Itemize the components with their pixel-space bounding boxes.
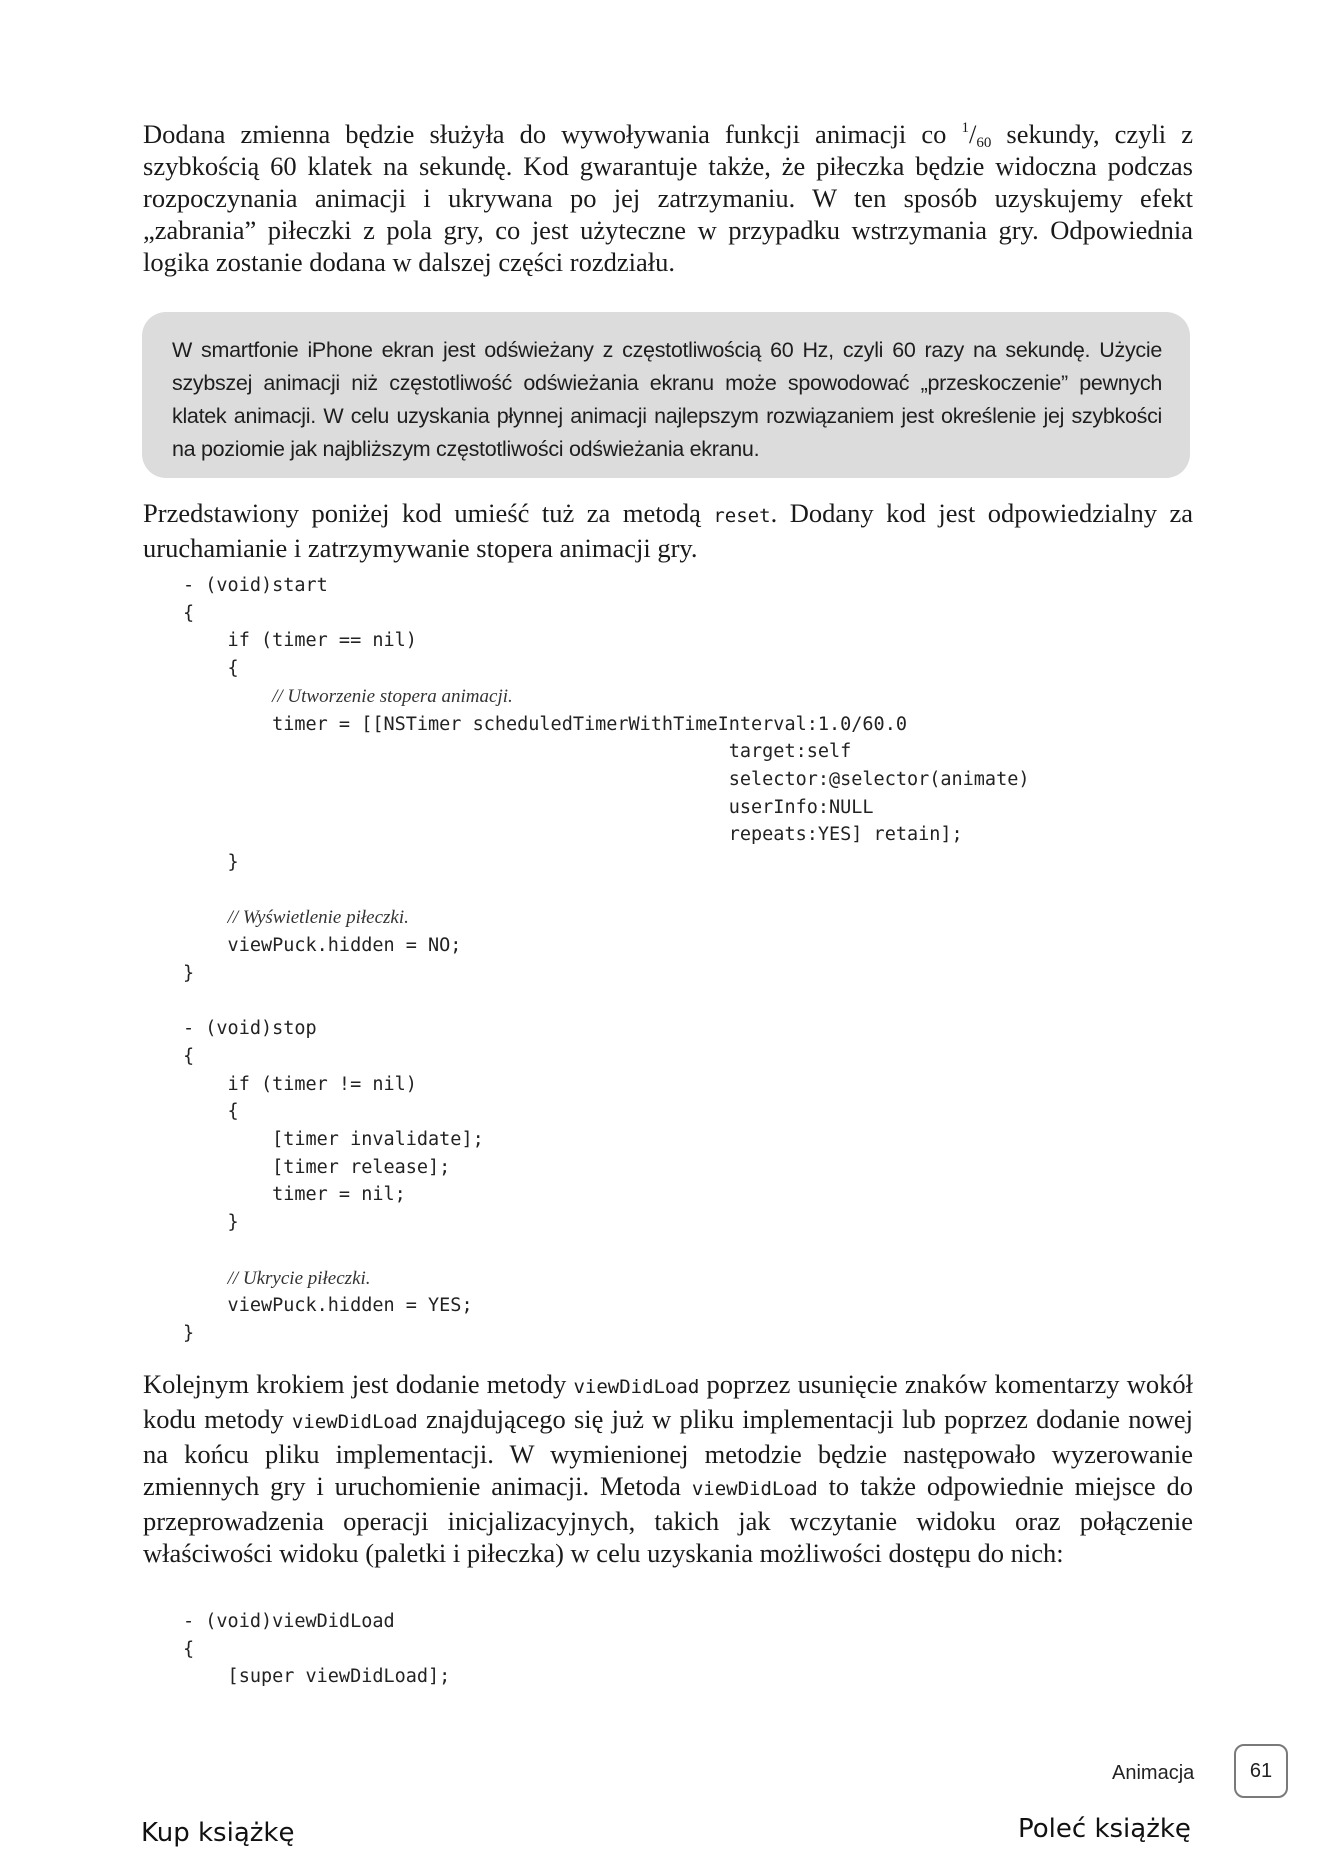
code-line: timer = [[NSTimer scheduledTimerWithTimeInterval:1.0/60.0: [183, 713, 907, 735]
code-line: viewPuck.hidden = YES;: [183, 1295, 473, 1317]
code-line: {: [183, 658, 239, 680]
code-line: if (timer == nil): [183, 630, 417, 652]
code-line: if (timer != nil): [183, 1073, 417, 1095]
buy-book-link[interactable]: Kup książkę: [141, 1818, 295, 1848]
note-box: [142, 312, 1190, 478]
paragraph-text: sekundy, czyli z szybkością 60 klatek na sekundę. Kod gwarantuje także, że piłeczka będzie widoczna podczas rozpoczynania animacji i ukrywana po jej zatrzymaniu. W ten sposób uzyskujemy efekt „zabrania” piłeczki z pola gry, co jest użyteczne w przypadku wstrzymania gry. Odpowiednia logika zostanie dodana w dalszej części rozdziału.: [143, 119, 1193, 277]
page-number-box: [1234, 1744, 1288, 1798]
code-line: - (void)stop: [183, 1018, 317, 1040]
paragraph-viewdidload: [143, 1368, 1193, 1569]
code-comment: // Ukrycie piłeczki.: [227, 1267, 371, 1289]
code-line: {: [183, 1101, 239, 1123]
code-line: selector:@selector(animate): [183, 768, 1030, 790]
code-line: [super viewDidLoad];: [183, 1666, 451, 1688]
paragraph-code-placement: [143, 497, 1193, 564]
code-comment: // Wyświetlenie piłeczki.: [227, 907, 409, 929]
paragraph-text: znajdującego się już w pliku implementacji lub poprzez dodanie nowej na końcu pliku implementacji. W wymienionej metodzie będzie następowało wyzerowanie zmiennych gry i uruchomienie animacji. Metoda: [143, 1404, 1193, 1501]
code-line: }: [183, 1322, 195, 1344]
fraction-one-sixtieth: [961, 119, 991, 149]
fraction-denominator: 60: [976, 135, 992, 151]
code-block-start-stop: [183, 572, 1029, 1348]
paragraph-text: Przedstawiony poniżej kod umieść tuż za metodą: [143, 498, 714, 528]
code-block-viewdidload: [183, 1608, 450, 1691]
fraction-slash: /: [968, 119, 977, 149]
code-line: - (void)viewDidLoad: [183, 1611, 395, 1632]
code-line: repeats:YES] retain];: [183, 824, 963, 846]
code-line: {: [183, 1045, 195, 1067]
chapter-name: Animacja: [1112, 1762, 1195, 1784]
paragraph-text: Kolejnym krokiem jest dodanie metody: [143, 1369, 574, 1399]
inline-code-viewdidload: viewDidLoad: [573, 1376, 700, 1398]
code-line: }: [183, 1212, 239, 1234]
fraction-numerator: 1: [961, 120, 969, 136]
inline-code-viewdidload: viewDidLoad: [291, 1411, 418, 1433]
paragraph-text: to także odpowiednie miejsce do przeprowadzenia operacji inicjalizacyjnych, takich jak wczytanie widoku oraz połączenie właściwości widoku (paletki i piłeczka) w celu uzyskania możliwości dostępu do nich:: [143, 1471, 1193, 1568]
code-line: [timer release];: [183, 1156, 451, 1178]
code-line: }: [183, 852, 239, 874]
paragraph-animation-intro: [143, 118, 1193, 278]
inline-code-reset: reset: [713, 505, 771, 527]
page-number: 61: [1249, 1759, 1273, 1782]
code-line: {: [183, 602, 195, 624]
note-text: W smartfonie iPhone ekran jest odświeżany z częstotliwością 60 Hz, czyli 60 razy na sekundę. Użycie szybszej animacji niż częstotliwość odświeżania ekranu może spowodować „przeskoczenie” pewnych klatek animacji. W celu uzyskania płynnej animacji najlepszym rozwiązaniem jest określenie jej szybkości na poziomie jak najbliższym częstotliwości odświeżania ekranu.: [172, 338, 1162, 461]
code-comment: // Utworzenie stopera animacji.: [272, 685, 513, 707]
code-line: userInfo:NULL: [183, 796, 874, 818]
code-line: }: [183, 962, 195, 984]
recommend-book-link[interactable]: Poleć książkę: [1018, 1814, 1191, 1844]
code-line: target:self: [183, 741, 852, 763]
paragraph-text: . Dodany kod jest odpowiedzialny za uruchamianie i zatrzymywanie stopera animacji gry.: [143, 498, 1194, 563]
paragraph-text: Dodana zmienna będzie służyła do wywoływania funkcji animacji co: [143, 119, 962, 149]
paragraph-text: poprzez usunięcie znaków komentarzy wokół kodu metody: [143, 1369, 1193, 1434]
code-line: {: [183, 1638, 195, 1660]
code-line: - (void)start: [183, 575, 328, 596]
code-line: viewPuck.hidden = NO;: [183, 935, 462, 957]
inline-code-viewdidload: viewDidLoad: [691, 1478, 818, 1500]
code-line: timer = nil;: [183, 1184, 406, 1206]
code-line: [timer invalidate];: [183, 1129, 484, 1151]
